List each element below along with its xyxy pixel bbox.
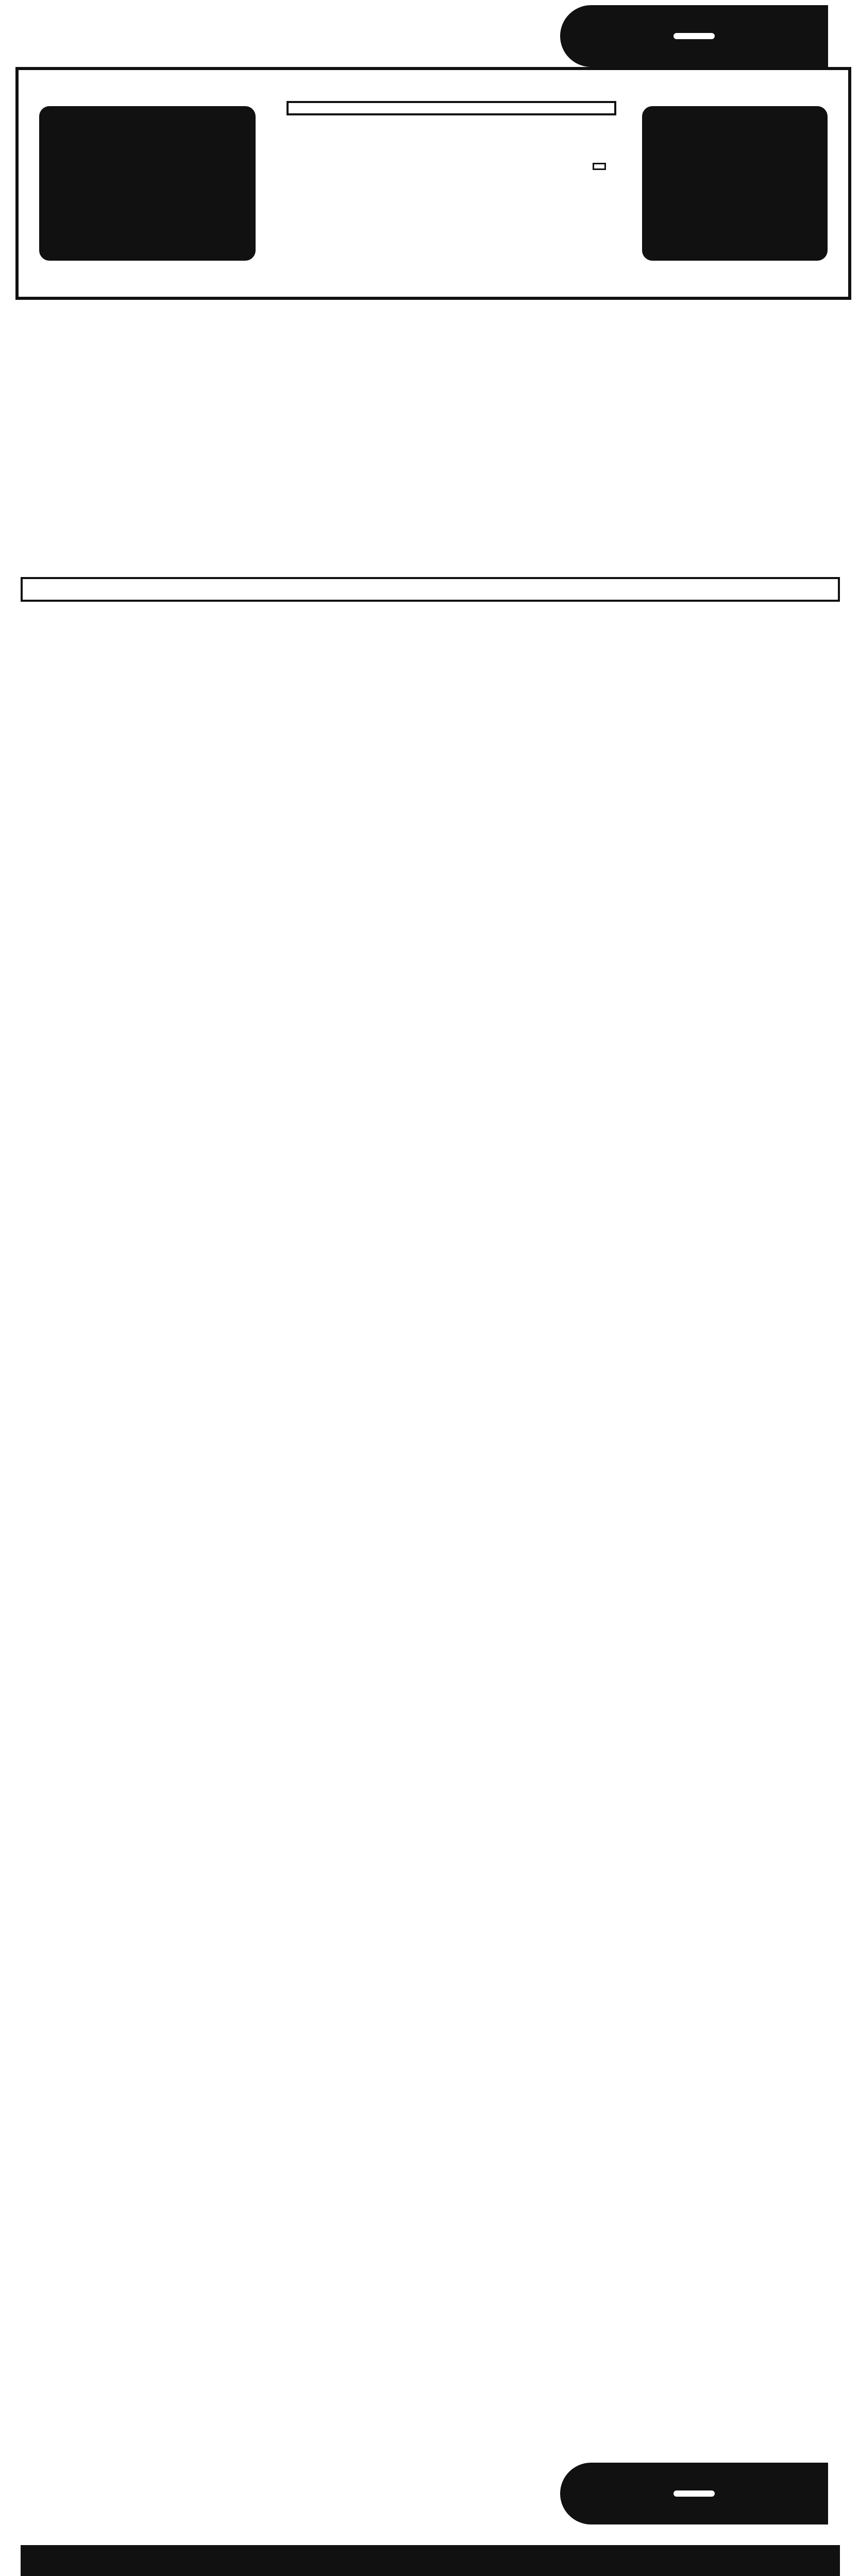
board-title <box>287 91 616 115</box>
subject-tag <box>560 5 828 67</box>
section-banner <box>21 2545 840 2576</box>
paper-header <box>15 67 851 300</box>
group-badge <box>593 163 606 170</box>
instructions-note <box>21 577 840 602</box>
pattern-note <box>287 101 616 115</box>
subject-tag <box>560 2463 828 2524</box>
annual-box <box>642 106 828 261</box>
paper-number-box <box>39 106 256 261</box>
watermark <box>62 1257 227 1468</box>
